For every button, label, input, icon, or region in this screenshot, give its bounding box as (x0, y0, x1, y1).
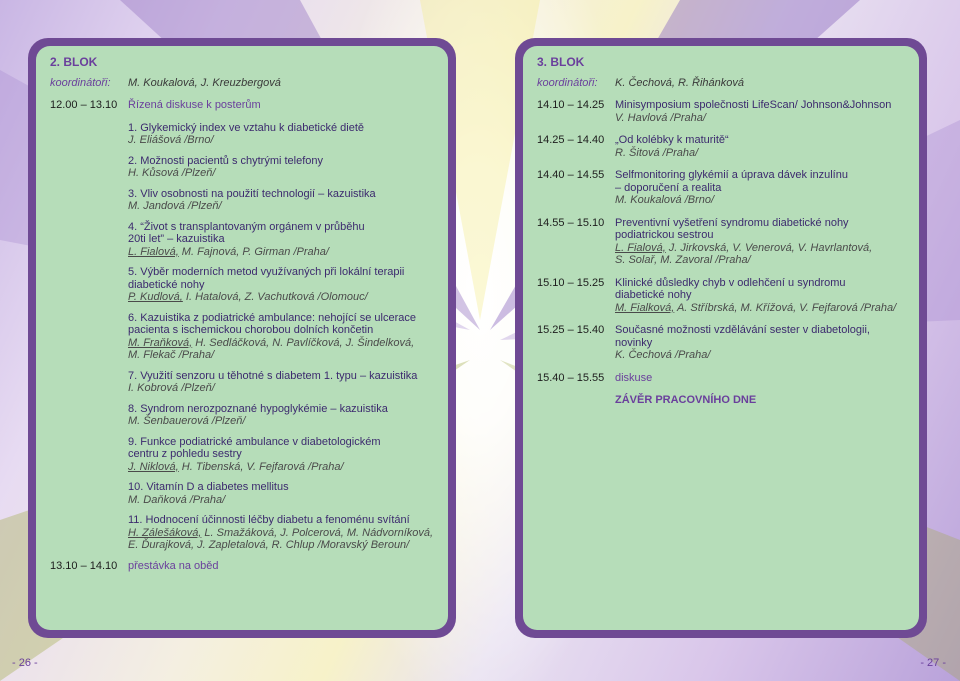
poster-item (128, 221, 438, 259)
poster-item (128, 403, 438, 428)
program-title-cont: novinky (615, 336, 653, 349)
session-title: Řízená diskuse k posterům (128, 99, 261, 111)
program-row (537, 169, 909, 207)
program-title: Preventivní vyšetření syndromu diabetické nohy (615, 216, 849, 229)
poster-item (128, 188, 438, 213)
co-authors: I. Hatalová, Z. Vachutková /Olomouc/ (182, 291, 368, 303)
co-authors: H. Sedláčková, N. Pavlíčková, J. Šindelková, (192, 336, 415, 349)
program-title-cont: podiatrickou sestrou (615, 229, 714, 241)
program-title: Klinické důsledky chyb v odlehčení u syndromu (615, 276, 846, 289)
poster-authors: H. Kůsová /Plzeň/ (128, 167, 216, 179)
poster-title: 3. Vliv osobnosti na použití technologií – kazuistika (128, 187, 376, 200)
program-time: 15.40 – 15.55 (537, 371, 605, 384)
poster-item (128, 514, 438, 552)
poster-authors (128, 337, 438, 350)
poster-authors-cont: M. Flekač /Praha/ (128, 349, 215, 361)
co-authors: A. Stříbrská, M. Křížová, V. Fejfarová /Praha/ (674, 301, 897, 314)
program-authors-cont: S. Solař, M. Zavoral /Praha/ (615, 254, 751, 266)
poster-authors: M. Jandová /Plzeň/ (128, 200, 222, 212)
session-time: 12.00 – 13.10 (50, 99, 118, 111)
block-2-coordinators (50, 77, 438, 90)
poster-authors: M. Daňková /Praha/ (128, 493, 226, 506)
poster-title: 11. Hodnocení účinnosti léčby diabetu a fenoménu svítání (128, 514, 410, 526)
right-panel-body (523, 46, 919, 630)
program-time: 14.25 – 14.40 (537, 134, 605, 146)
presenting-author: J. Niklová, (128, 460, 179, 473)
poster-list (128, 122, 438, 552)
program-row (537, 277, 909, 315)
program-authors (615, 242, 872, 255)
program-row (537, 99, 909, 124)
coordinators-label: koordinátoři: (537, 76, 598, 89)
co-authors: L. Smažáková, J. Polcerová, M. Nádvorníková, (201, 526, 434, 539)
poster-title: 8. Syndrom nerozpoznané hypoglykémie – kazuistika (128, 402, 388, 415)
poster-authors: I. Kobrová /Plzeň/ (128, 382, 215, 394)
presenting-author: P. Kudlová, (128, 291, 183, 303)
co-authors: H. Tibenská, V. Fejfarová /Praha/ (178, 460, 344, 473)
program-time: 14.55 – 15.10 (537, 216, 605, 229)
poster-item (128, 155, 438, 180)
presenting-author: H. Zálešáková, (128, 526, 202, 539)
left-program-panel (28, 38, 456, 638)
poster-title: 5. Výběr moderních metod využívaných při lokální terapii (128, 266, 405, 278)
program-title: „Od kolébky k maturitě“ (615, 134, 729, 146)
program-time: 15.25 – 15.40 (537, 324, 605, 336)
presenting-author: L. Fialová, (128, 245, 179, 258)
poster-title: 2. Možnosti pacientů s chytrými telefony (128, 154, 324, 167)
poster-title-cont: pacienta s ischemickou chorobou dolních končetin (128, 324, 374, 336)
poster-item (128, 370, 438, 395)
program-authors: K. Čechová /Praha/ (615, 349, 711, 361)
program-row (537, 134, 909, 159)
program-authors: V. Havlová /Praha/ (615, 111, 706, 124)
program-title: Současné možnosti vzdělávání sester v diabetologii, (615, 324, 870, 336)
poster-item (128, 122, 438, 147)
poster-authors (128, 246, 438, 259)
right-program-panel (515, 38, 927, 638)
poster-title: 10. Vitamín D a diabetes mellitus (128, 481, 289, 493)
page-number-right: - 27 - (920, 657, 946, 669)
page-number-left: - 26 - (12, 657, 38, 669)
poster-item (128, 312, 438, 362)
closing-label: ZÁVĚR PRACOVNÍHO DNE (615, 394, 757, 406)
poster-authors (128, 461, 438, 474)
poster-title: 9. Funkce podiatrické ambulance v diabetologickém (128, 435, 381, 448)
program-time: 14.10 – 14.25 (537, 99, 605, 111)
poster-title: 1. Glykemický index ve vztahu k diabetické dietě (128, 121, 365, 134)
poster-authors-cont: E. Ďurajková, J. Zapletalová, R. Chlup /Moravský Beroun/ (128, 539, 410, 551)
poster-title: 4. “Život s transplantovaným orgánem v průběhu (128, 220, 365, 233)
poster-item (128, 436, 438, 474)
program-row (537, 324, 909, 362)
program-time: 15.10 – 15.25 (537, 276, 605, 289)
program-time: 14.40 – 14.55 (537, 169, 605, 181)
coordinators-names: M. Koukalová, J. Kreuzbergová (128, 76, 281, 89)
program-title-cont: diabetické nohy (615, 289, 692, 301)
program-title-cont: – doporučení a realita (615, 181, 722, 194)
presenting-author: L. Fialová, (615, 241, 666, 254)
co-authors: J. Jirkovská, V. Venerová, V. Havrlantová, (665, 241, 873, 254)
poster-title: 7. Využití senzoru u těhotné s diabetem 1. typu – kazuistika (128, 369, 418, 382)
coordinators-label: koordinátoři: (50, 76, 111, 89)
poster-authors (128, 527, 438, 540)
coordinators-names: K. Čechová, R. Řihánková (615, 76, 745, 89)
program-title: diskuse (615, 371, 653, 384)
block-2-title: 2. BLOK (50, 55, 98, 69)
program-row (537, 217, 909, 267)
poster-title-cont: 20ti let” – kazuistika (128, 233, 225, 245)
co-authors: M. Fajnová, P. Girman /Praha/ (178, 245, 329, 258)
poster-title: 6. Kazuistika z podiatrické ambulance: nehojící se ulcerace (128, 311, 416, 324)
session-row (50, 99, 438, 112)
program-authors (615, 302, 896, 315)
presenting-author: M. Fraňková, (128, 336, 193, 349)
program-authors: M. Koukalová /Brno/ (615, 194, 715, 206)
poster-item (128, 481, 438, 506)
left-panel-body (36, 46, 448, 630)
presenting-author: M. Fialková, (615, 301, 675, 314)
poster-title-cont: diabetické nohy (128, 278, 205, 291)
break-time: 13.10 – 14.10 (50, 559, 118, 572)
poster-authors: M. Šenbauerová /Plzeň/ (128, 415, 246, 427)
poster-title-cont: centru z pohledu sestry (128, 448, 242, 460)
break-title: přestávka na oběd (128, 559, 219, 572)
break-row (50, 560, 438, 573)
poster-authors: J. Eliášová /Brno/ (128, 134, 214, 146)
poster-authors (128, 291, 438, 304)
program-authors: R. Šitová /Praha/ (615, 146, 699, 159)
program-title: Minisymposium společnosti LifeScan/ Johnson&Johnson (615, 99, 892, 111)
program-row (537, 372, 909, 385)
poster-item (128, 266, 438, 304)
program-title: Selfmonitoring glykémií a úprava dávek inzulínu (615, 169, 848, 181)
block-3-coordinators (537, 77, 909, 90)
block-3-title: 3. BLOK (537, 55, 585, 69)
